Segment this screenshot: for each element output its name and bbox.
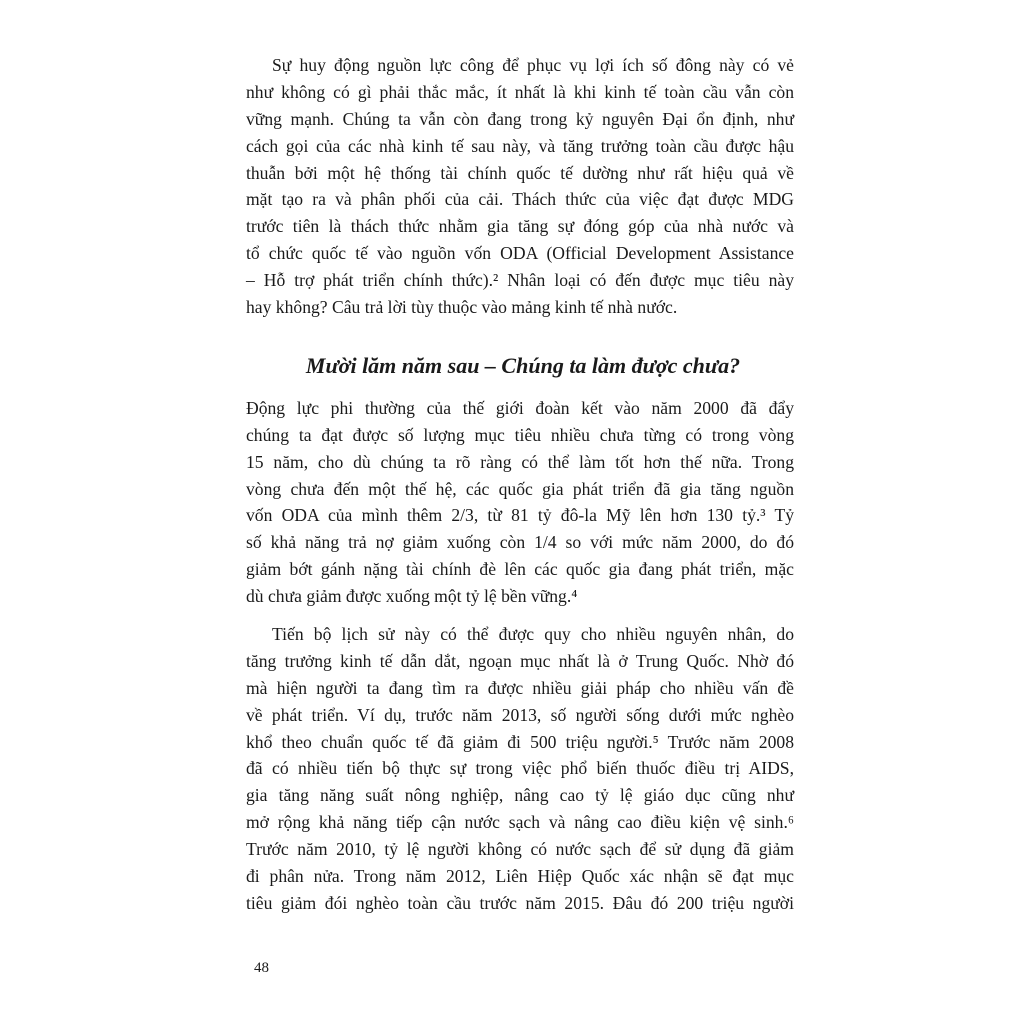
text-line: về phát triển. Ví dụ, trước năm 2013, số người sống dưới mức nghèo [246, 704, 794, 725]
text-line: tiêu giảm đói nghèo toàn cầu trước năm 2015. Đâu đó 200 triệu người [246, 892, 794, 913]
text-line: số khả năng trả nợ giảm xuống còn 1/4 so với mức năm 2000, do đó [246, 532, 794, 553]
section-paragraph [246, 395, 794, 610]
text-line: thuẫn bởi một hệ thống tài chính quốc tế dường như rất hiệu quả về [246, 162, 794, 183]
text-line: Động lực phi thường của thế giới đoàn kết vào năm 2000 đã đẩy [246, 397, 794, 418]
text-line: tăng trưởng kinh tế dẫn dắt, ngoạn mục nhất là ở Trung Quốc. Nhờ đó [246, 650, 794, 671]
text-line: vốn ODA của mình thêm 2/3, từ 81 tỷ đô-la Mỹ lên hơn 130 tỷ.³ Tỷ [246, 505, 794, 526]
text-line: khổ theo chuẩn quốc tế đã giảm đi 500 triệu người.⁵ Trước năm 2008 [246, 731, 794, 752]
text-line: 15 năm, cho dù chúng ta rõ ràng có thể làm tốt hơn thế nữa. Trong [246, 451, 794, 472]
text-line: Tiến bộ lịch sử này có thể được quy cho nhiều nguyên nhân, do [272, 624, 794, 645]
text-line: mặt tạo ra và phân phối của cải. Thách thức của việc đạt được MDG [246, 189, 794, 210]
opening-paragraph [246, 52, 794, 321]
book-page [246, 52, 794, 917]
text-line: đi phân nửa. Trong năm 2012, Liên Hiệp Quốc xác nhận sẽ đạt mục [246, 866, 794, 887]
text-line: Trước năm 2010, tỷ lệ người không có nước sạch để sử dụng đã giảm [246, 839, 794, 860]
text-line: dù chưa giảm được xuống một tỷ lệ bền vững.⁴ [246, 586, 578, 607]
text-line: gia tăng năng suất nông nghiệp, nâng cao tỷ lệ giáo dục cũng như [246, 785, 794, 806]
text-line: vững mạnh. Chúng ta vẫn còn đang trong kỷ nguyên Đại ổn định, như [246, 108, 794, 129]
text-line: mà hiện người ta đang tìm ra được nhiều giải pháp cho nhiều vấn đề [246, 677, 794, 698]
text-line: chúng ta đạt được số lượng mục tiêu nhiều chưa từng có trong vòng [246, 424, 794, 445]
section-body [246, 395, 794, 917]
text-line: cách gọi của các nhà kinh tế sau này, và tăng trưởng toàn cầu được hậu [246, 135, 794, 156]
section-paragraph [246, 621, 794, 917]
text-line: như không có gì phải thắc mắc, ít nhất là khi kinh tế toàn cầu vẫn còn [246, 81, 794, 102]
text-line: giảm bớt gánh nặng tài chính đè lên các quốc gia đang phát triển, mặc [246, 559, 794, 580]
text-line: đã có nhiều tiến bộ thực sự trong việc phổ biến thuốc điều trị AIDS, [246, 758, 794, 779]
text-line: Sự huy động nguồn lực công để phục vụ lợi ích số đông này có vẻ [272, 55, 794, 75]
text-line: tổ chức quốc tế vào nguồn vốn ODA (Official Development Assistance [246, 243, 794, 264]
page-number: 48 [254, 960, 269, 976]
text-line: mở rộng khả năng tiếp cận nước sạch và nâng cao điều kiện vệ sinh.⁶ [246, 812, 794, 833]
text-line: trước tiên là thách thức nhằm gia tăng sự đóng góp của nhà nước và [246, 216, 794, 237]
text-line: – Hỗ trợ phát triển chính thức).² Nhân loại có đến được mục tiêu này [246, 270, 794, 291]
text-line: hay không? Câu trả lời tùy thuộc vào mảng kinh tế nhà nước. [246, 297, 678, 318]
text-line: vòng chưa đến một thế hệ, các quốc gia phát triển đã gia tăng nguồn [246, 478, 794, 499]
section-heading: Mười lăm năm sau – Chúng ta làm được chưa? [305, 352, 741, 378]
